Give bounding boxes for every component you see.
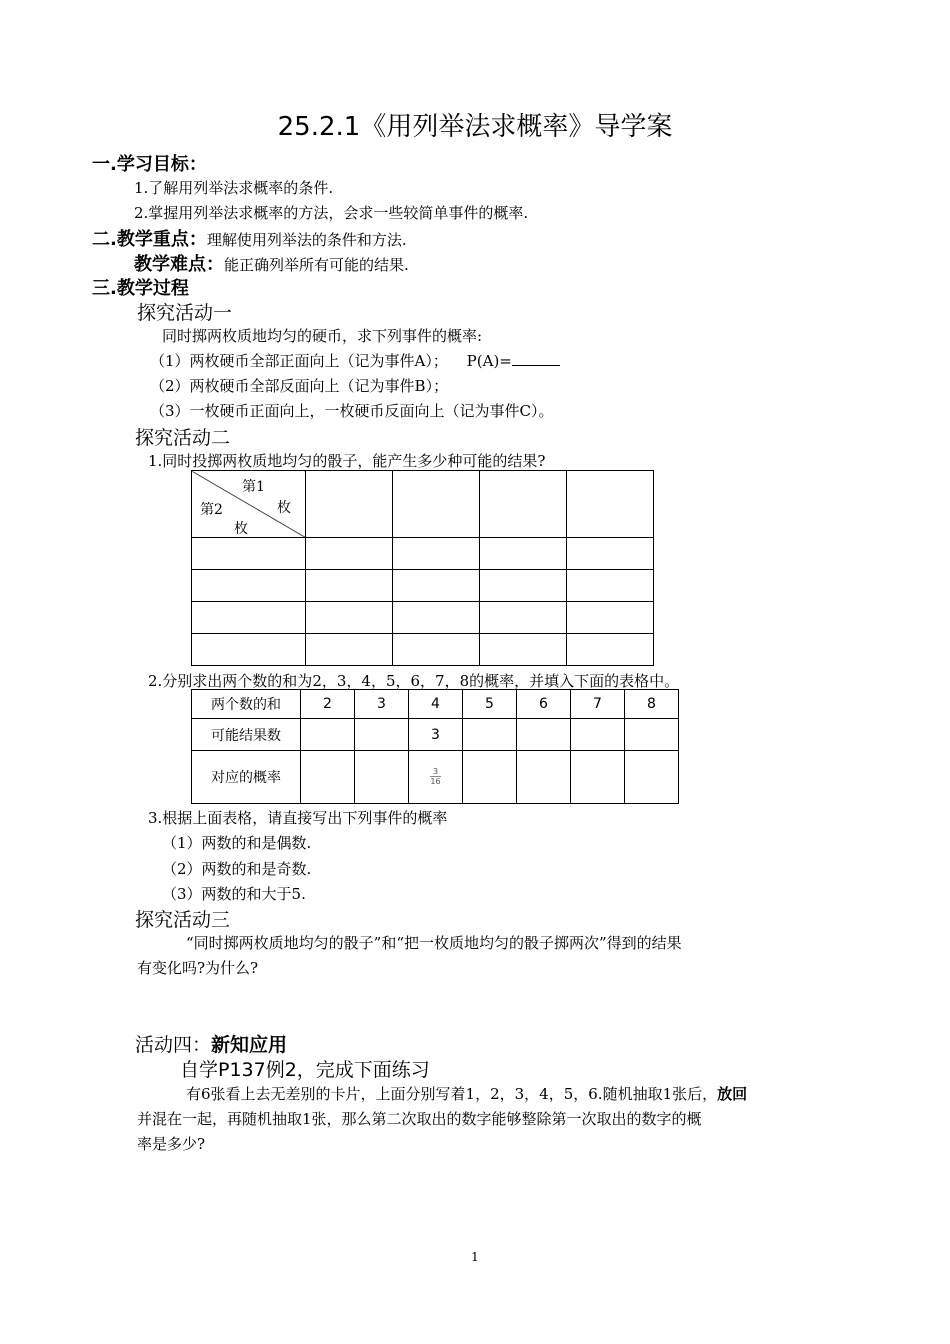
table-cell[interactable]	[393, 634, 480, 666]
table-cell[interactable]	[306, 634, 393, 666]
activity3-title: 探究活动三	[135, 909, 231, 931]
table-cell[interactable]	[567, 570, 654, 602]
probability-fraction	[430, 767, 440, 786]
activity4-para-bold: 放回	[717, 1085, 748, 1103]
activity1-title: 探究活动一	[137, 302, 233, 324]
activity4-title	[135, 1030, 287, 1057]
table-cell[interactable]	[480, 602, 567, 634]
fraction-denominator: 16	[430, 776, 441, 786]
table-cell[interactable]	[192, 634, 306, 666]
sum-5: 5	[463, 690, 517, 719]
sum-probability-table	[191, 689, 679, 804]
row-label-count: 可能结果数	[192, 719, 301, 751]
die1-label: 第1	[242, 479, 265, 495]
count-cell[interactable]	[301, 719, 355, 751]
activity4-para-line2: 并混在一起，再随机抽取1张，那么第二次取出的数字能够整除第一次取出的数字的概	[137, 1110, 702, 1128]
sum-4: 4	[409, 690, 463, 719]
pa-answer-blank[interactable]	[512, 351, 560, 366]
count-cell-sum-4[interactable]: 3	[409, 719, 463, 751]
activity4-subtitle: 自学P137例2，完成下面练习	[180, 1059, 430, 1081]
section-objectives-heading: 一.学习目标：	[92, 154, 207, 175]
table-cell[interactable]	[567, 602, 654, 634]
activity2-title: 探究活动二	[135, 427, 231, 449]
activity2-q1: 1.同时投掷两枚质地均匀的骰子，能产生多少种可能的结果?	[148, 452, 546, 470]
objective-item-2: 2.掌握用列举法求概率的方法，会求一些较简单事件的概率.	[134, 204, 529, 222]
q3-item-1: （1）两数的和是偶数.	[162, 834, 312, 852]
table-cell[interactable]	[567, 538, 654, 570]
table-cell[interactable]	[306, 570, 393, 602]
prob-cell[interactable]	[355, 751, 409, 804]
page-number: 1	[471, 1250, 479, 1264]
table-cell[interactable]	[306, 471, 393, 538]
table-cell[interactable]	[192, 570, 306, 602]
count-cell[interactable]	[625, 719, 679, 751]
sum-8: 8	[625, 690, 679, 719]
key-points-label: 二.教学重点：	[92, 229, 207, 250]
activity4-para-line3: 率是多少?	[137, 1135, 206, 1153]
row-label-sum: 两个数的和	[192, 690, 301, 719]
difficult-points-text: 能正确列举所有可能的结果.	[224, 256, 409, 274]
sum-6: 6	[517, 690, 571, 719]
table-cell[interactable]	[480, 538, 567, 570]
table-cell[interactable]	[480, 634, 567, 666]
prob-cell[interactable]	[571, 751, 625, 804]
pa-answer-label: P(A)=	[466, 352, 512, 370]
die1-unit: 枚	[277, 500, 291, 516]
fraction-numerator: 3	[430, 767, 440, 777]
page-title: 25.2.1《用列举法求概率》导学案	[277, 112, 673, 142]
prob-cell[interactable]	[301, 751, 355, 804]
table-cell[interactable]	[480, 471, 567, 538]
prob-cell[interactable]	[517, 751, 571, 804]
count-cell[interactable]	[571, 719, 625, 751]
table-cell[interactable]	[393, 538, 480, 570]
activity4-title-prefix: 活动四：	[135, 1034, 212, 1056]
difficult-points-label: 教学难点：	[134, 254, 224, 275]
sum-3: 3	[355, 690, 409, 719]
objective-item-1: 1.了解用列举法求概率的条件.	[134, 179, 334, 197]
activity1-q1-text: （1）两枚硬币全部正面向上（记为事件A）；	[150, 352, 448, 370]
dice-table-diagonal-header	[192, 471, 306, 538]
table-cell[interactable]	[306, 538, 393, 570]
table-cell[interactable]	[192, 602, 306, 634]
table-cell[interactable]	[567, 634, 654, 666]
activity2-q3: 3.根据上面表格，请直接写出下列事件的概率	[148, 809, 448, 827]
q3-item-3: （3）两数的和大于5.	[162, 885, 306, 903]
table-cell[interactable]	[393, 570, 480, 602]
dice-outcome-table	[191, 470, 654, 666]
activity4-title-bold: 新知应用	[211, 1034, 288, 1056]
prob-cell[interactable]	[625, 751, 679, 804]
key-points-line	[92, 225, 407, 251]
difficult-points-line	[134, 250, 409, 276]
activity4-para-line1-text: 有6张看上去无差别的卡片，上面分别写着1，2，3，4，5，6.随机抽取1张后，	[186, 1085, 718, 1103]
count-cell[interactable]	[355, 719, 409, 751]
activity1-q2: （2）两枚硬币全部反面向上（记为事件B）；	[150, 377, 449, 395]
table-cell[interactable]	[480, 570, 567, 602]
activity1-q3: （3）一枚硬币正面向上，一枚硬币反面向上（记为事件C）。	[150, 402, 554, 420]
activity3-line1: “同时掷两枚质地均匀的骰子”和“把一枚质地均匀的骰子掷两次”得到的结果	[186, 934, 682, 952]
row-label-probability: 对应的概率	[192, 751, 301, 804]
activity2-q2: 2.分别求出两个数的和为2，3，4，5，6，7，8的概率，并填入下面的表格中。	[148, 672, 680, 690]
table-cell[interactable]	[567, 471, 654, 538]
activity1-intro: 同时掷两枚质地均匀的硬币，求下列事件的概率:	[162, 327, 483, 345]
activity1-q1	[150, 350, 560, 371]
table-cell[interactable]	[306, 602, 393, 634]
key-points-text: 理解使用列举法的条件和方法.	[206, 231, 407, 249]
table-cell[interactable]	[192, 538, 306, 570]
activity3-line2: 有变化吗?为什么?	[137, 959, 259, 977]
prob-cell-sum-4[interactable]	[409, 751, 463, 804]
count-cell[interactable]	[517, 719, 571, 751]
prob-cell[interactable]	[463, 751, 517, 804]
die2-unit: 枚	[234, 521, 248, 537]
table-cell[interactable]	[393, 471, 480, 538]
activity4-para-line1	[186, 1083, 747, 1104]
count-cell[interactable]	[463, 719, 517, 751]
sum-2: 2	[301, 690, 355, 719]
table-cell[interactable]	[393, 602, 480, 634]
q3-item-2: （2）两数的和是奇数.	[162, 860, 312, 878]
sum-7: 7	[571, 690, 625, 719]
section-process-heading: 三.教学过程	[92, 278, 189, 299]
die2-label: 第2	[200, 502, 223, 518]
